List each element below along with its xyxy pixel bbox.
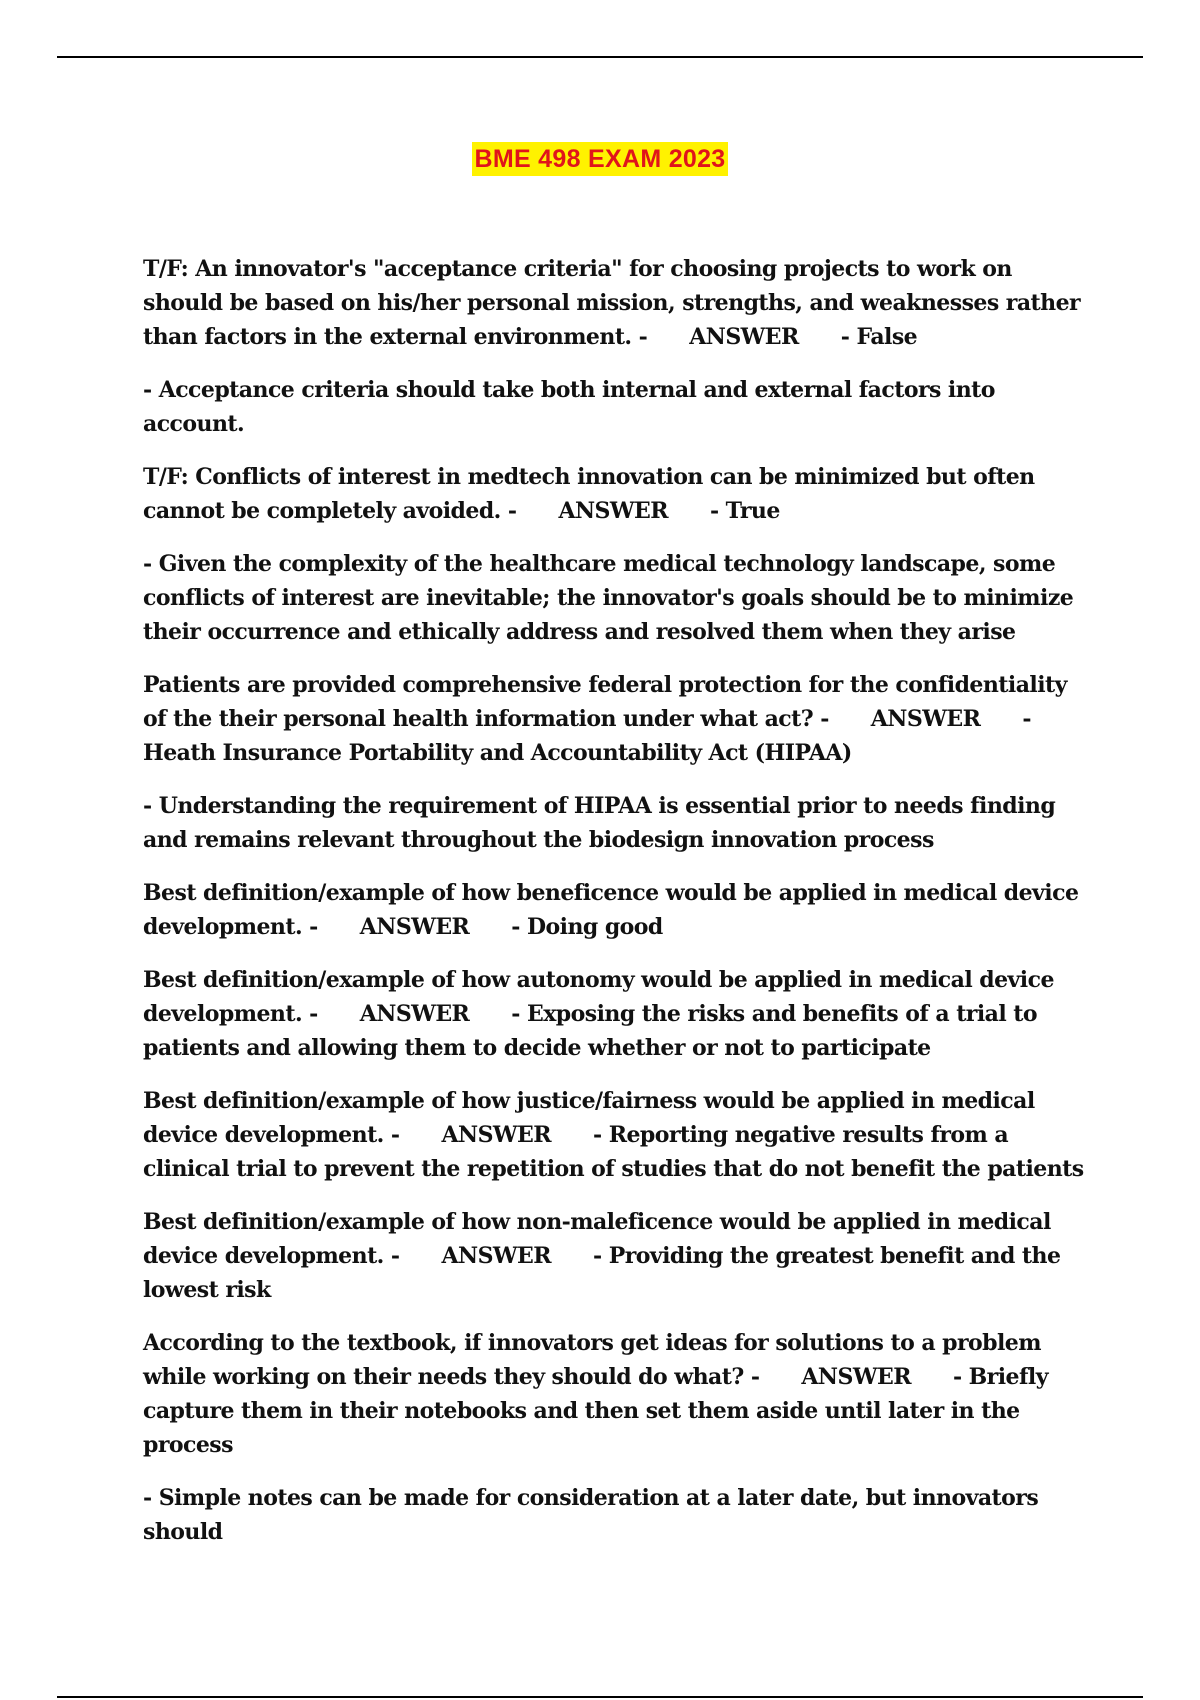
explanation-note: - Given the complexity of the healthcare medical technology landscape, some conflicts of interest are inevitable; the innovator's goals should be to minimize their occurrence and ethically address and resolved them when they arise	[143, 551, 1074, 645]
answer-label: ANSWER	[359, 914, 470, 940]
question-text: T/F: Conflicts of interest in medtech innovation can be minimized but often cannot be completely avoided. -	[143, 464, 1035, 524]
answer-label: ANSWER	[441, 1243, 552, 1269]
qa-item	[143, 1084, 1093, 1186]
explanation-note: - Simple notes can be made for consideration at a later date, but innovators should	[143, 1485, 1039, 1545]
answer-text: - Briefly capture them in their notebooks and then set them aside until later in the process	[143, 1364, 1048, 1458]
qa-item	[143, 963, 1093, 1065]
answer-text: - Exposing the risks and benefits of a trial to patients and allowing them to decide whether or not to participate	[143, 1001, 1038, 1061]
question-text: Best definition/example of how non-maleficence would be applied in medical device development. -	[143, 1209, 1051, 1269]
explanation-note: - Understanding the requirement of HIPAA is essential prior to needs finding and remains relevant throughout the biodesign innovation process	[143, 793, 1056, 853]
answer-label: ANSWER	[359, 1001, 470, 1027]
answer-text: - False	[840, 324, 918, 350]
title-container	[0, 142, 1200, 176]
question-text: Patients are provided comprehensive federal protection for the confidentiality of the their personal health information under what act? -	[143, 672, 1067, 732]
answer-label: ANSWER	[441, 1122, 552, 1148]
bottom-rule	[57, 1696, 1143, 1698]
top-rule	[57, 56, 1143, 58]
answer-text: - Reporting negative results from a clinical trial to prevent the repetition of studies that do not benefit the patients	[143, 1122, 1084, 1182]
qa-item	[143, 1326, 1093, 1462]
answer-label: ANSWER	[689, 324, 799, 350]
document-body	[143, 252, 1093, 1549]
answer-label: ANSWER	[870, 706, 981, 732]
answer-label: ANSWER	[801, 1364, 911, 1390]
qa-item	[143, 1205, 1093, 1307]
qa-item	[143, 876, 1093, 944]
answer-text: - True	[709, 498, 780, 524]
answer-label: ANSWER	[558, 498, 668, 524]
qa-item	[143, 668, 1093, 770]
answer-text: - Providing the greatest benefit and the lowest risk	[143, 1243, 1061, 1303]
qa-item	[143, 460, 1093, 528]
qa-item	[143, 252, 1093, 354]
question-text: Best definition/example of how autonomy would be applied in medical device development. -	[143, 967, 1054, 1027]
question-text: According to the textbook, if innovators get ideas for solutions to a problem while working on their needs they should do what? -	[143, 1330, 1041, 1390]
question-text: Best definition/example of how justice/fairness would be applied in medical device development. -	[143, 1088, 1035, 1148]
document-title: BME 498 EXAM 2023	[472, 142, 727, 176]
question-text: Best definition/example of how beneficence would be applied in medical device development. -	[143, 880, 1079, 940]
question-text: T/F: An innovator's "acceptance criteria" for choosing projects to work on should be based on his/her personal mission, strengths, and weaknesses rather than factors in the external environment. -	[143, 256, 1081, 350]
answer-text: - Doing good	[511, 914, 663, 940]
explanation-note: - Acceptance criteria should take both internal and external factors into account.	[143, 377, 995, 437]
answer-text: - Heath Insurance Portability and Accountability Act (HIPAA)	[143, 706, 1031, 766]
